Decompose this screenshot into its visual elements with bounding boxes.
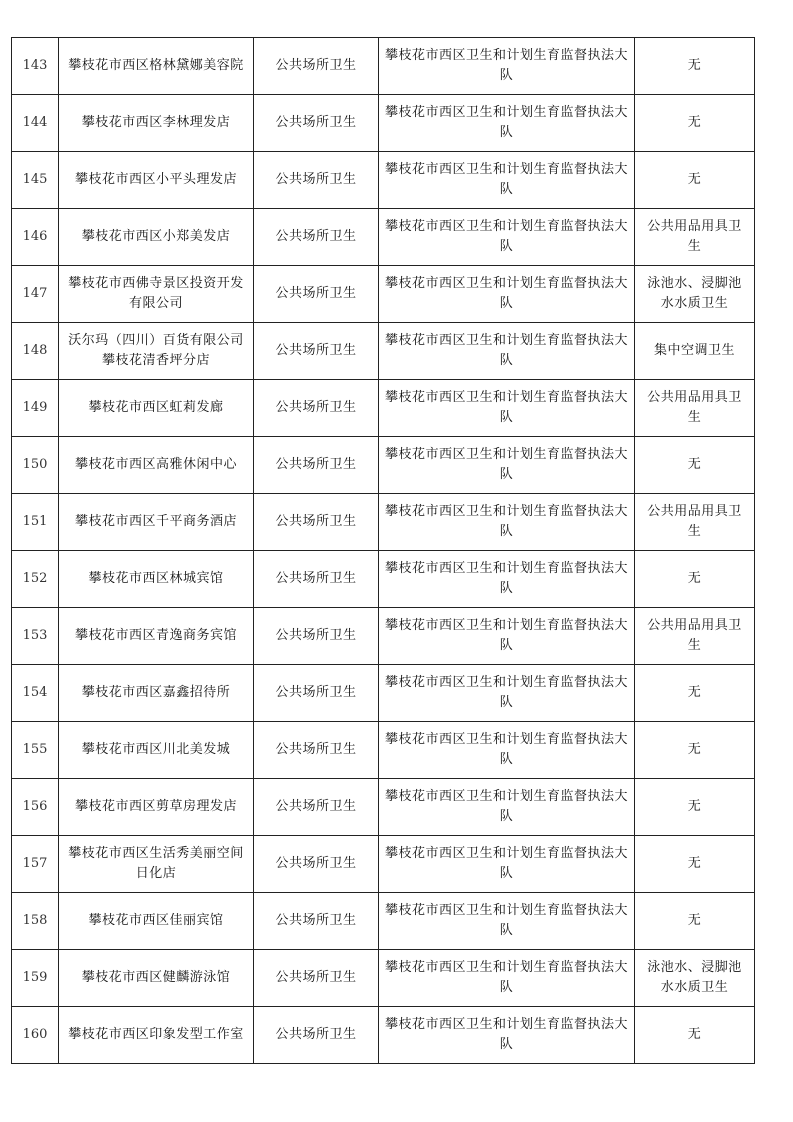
entity-name-cell: 攀枝花市西区剪草房理发店 <box>59 779 254 836</box>
authority-cell: 攀枝花市西区卫生和计划生育监督执法大队 <box>379 494 635 551</box>
row-number-cell: 147 <box>12 266 59 323</box>
authority-cell: 攀枝花市西区卫生和计划生育监督执法大队 <box>379 266 635 323</box>
category-cell: 公共场所卫生 <box>254 1007 379 1064</box>
row-number-cell: 154 <box>12 665 59 722</box>
category-cell: 公共场所卫生 <box>254 779 379 836</box>
entity-name-cell: 攀枝花市西区千平商务酒店 <box>59 494 254 551</box>
authority-cell: 攀枝花市西区卫生和计划生育监督执法大队 <box>379 323 635 380</box>
inspection-item-cell: 无 <box>635 722 755 779</box>
entity-name-cell: 攀枝花市西区虹莉发廊 <box>59 380 254 437</box>
entity-name-cell: 攀枝花市西区生活秀美丽空间日化店 <box>59 836 254 893</box>
table-row <box>12 266 755 323</box>
table-row <box>12 1007 755 1064</box>
inspection-item-cell: 公共用品用具卫生 <box>635 380 755 437</box>
category-cell: 公共场所卫生 <box>254 323 379 380</box>
authority-cell: 攀枝花市西区卫生和计划生育监督执法大队 <box>379 950 635 1007</box>
entity-name-cell: 攀枝花市西区川北美发城 <box>59 722 254 779</box>
entity-name-cell: 攀枝花市西区林城宾馆 <box>59 551 254 608</box>
entity-name-cell: 攀枝花市西区高雅休闲中心 <box>59 437 254 494</box>
table-row <box>12 380 755 437</box>
table-row <box>12 95 755 152</box>
inspection-item-cell: 泳池水、浸脚池水水质卫生 <box>635 266 755 323</box>
row-number-cell: 149 <box>12 380 59 437</box>
table-row <box>12 209 755 266</box>
inspection-item-cell: 无 <box>635 1007 755 1064</box>
authority-cell: 攀枝花市西区卫生和计划生育监督执法大队 <box>379 209 635 266</box>
row-number-cell: 148 <box>12 323 59 380</box>
row-number-cell: 156 <box>12 779 59 836</box>
category-cell: 公共场所卫生 <box>254 266 379 323</box>
authority-cell: 攀枝花市西区卫生和计划生育监督执法大队 <box>379 95 635 152</box>
table-body <box>12 38 755 1064</box>
category-cell: 公共场所卫生 <box>254 209 379 266</box>
category-cell: 公共场所卫生 <box>254 95 379 152</box>
table-row <box>12 665 755 722</box>
authority-cell: 攀枝花市西区卫生和计划生育监督执法大队 <box>379 551 635 608</box>
category-cell: 公共场所卫生 <box>254 722 379 779</box>
table-row <box>12 950 755 1007</box>
row-number-cell: 151 <box>12 494 59 551</box>
authority-cell: 攀枝花市西区卫生和计划生育监督执法大队 <box>379 38 635 95</box>
row-number-cell: 159 <box>12 950 59 1007</box>
inspection-item-cell: 无 <box>635 152 755 209</box>
row-number-cell: 158 <box>12 893 59 950</box>
entity-name-cell: 攀枝花市西区嘉鑫招待所 <box>59 665 254 722</box>
category-cell: 公共场所卫生 <box>254 836 379 893</box>
table-row <box>12 38 755 95</box>
row-number-cell: 146 <box>12 209 59 266</box>
inspection-item-cell: 无 <box>635 38 755 95</box>
row-number-cell: 155 <box>12 722 59 779</box>
entity-name-cell: 攀枝花市西区格林黛娜美容院 <box>59 38 254 95</box>
row-number-cell: 144 <box>12 95 59 152</box>
row-number-cell: 152 <box>12 551 59 608</box>
inspection-item-cell: 无 <box>635 551 755 608</box>
table-row <box>12 494 755 551</box>
entity-name-cell: 攀枝花市西区印象发型工作室 <box>59 1007 254 1064</box>
authority-cell: 攀枝花市西区卫生和计划生育监督执法大队 <box>379 608 635 665</box>
entity-name-cell: 攀枝花市西佛寺景区投资开发有限公司 <box>59 266 254 323</box>
entity-name-cell: 攀枝花市西区李林理发店 <box>59 95 254 152</box>
authority-cell: 攀枝花市西区卫生和计划生育监督执法大队 <box>379 1007 635 1064</box>
inspection-item-cell: 公共用品用具卫生 <box>635 494 755 551</box>
row-number-cell: 143 <box>12 38 59 95</box>
category-cell: 公共场所卫生 <box>254 494 379 551</box>
table-row <box>12 893 755 950</box>
authority-cell: 攀枝花市西区卫生和计划生育监督执法大队 <box>379 437 635 494</box>
table-row <box>12 722 755 779</box>
category-cell: 公共场所卫生 <box>254 551 379 608</box>
authority-cell: 攀枝花市西区卫生和计划生育监督执法大队 <box>379 893 635 950</box>
category-cell: 公共场所卫生 <box>254 437 379 494</box>
category-cell: 公共场所卫生 <box>254 665 379 722</box>
authority-cell: 攀枝花市西区卫生和计划生育监督执法大队 <box>379 722 635 779</box>
category-cell: 公共场所卫生 <box>254 893 379 950</box>
category-cell: 公共场所卫生 <box>254 38 379 95</box>
table-row <box>12 779 755 836</box>
entity-name-cell: 攀枝花市西区青逸商务宾馆 <box>59 608 254 665</box>
category-cell: 公共场所卫生 <box>254 950 379 1007</box>
inspection-item-cell: 公共用品用具卫生 <box>635 209 755 266</box>
inspection-item-cell: 无 <box>635 437 755 494</box>
row-number-cell: 150 <box>12 437 59 494</box>
table-row <box>12 836 755 893</box>
category-cell: 公共场所卫生 <box>254 608 379 665</box>
row-number-cell: 160 <box>12 1007 59 1064</box>
entity-name-cell: 攀枝花市西区小平头理发店 <box>59 152 254 209</box>
inspection-item-cell: 无 <box>635 779 755 836</box>
authority-cell: 攀枝花市西区卫生和计划生育监督执法大队 <box>379 380 635 437</box>
inspection-item-cell: 公共用品用具卫生 <box>635 608 755 665</box>
inspection-item-cell: 无 <box>635 893 755 950</box>
inspection-item-cell: 无 <box>635 95 755 152</box>
entity-name-cell: 攀枝花市西区佳丽宾馆 <box>59 893 254 950</box>
inspection-item-cell: 集中空调卫生 <box>635 323 755 380</box>
row-number-cell: 145 <box>12 152 59 209</box>
table-row <box>12 551 755 608</box>
category-cell: 公共场所卫生 <box>254 152 379 209</box>
authority-cell: 攀枝花市西区卫生和计划生育监督执法大队 <box>379 152 635 209</box>
table-row <box>12 608 755 665</box>
row-number-cell: 153 <box>12 608 59 665</box>
table-row <box>12 437 755 494</box>
authority-cell: 攀枝花市西区卫生和计划生育监督执法大队 <box>379 779 635 836</box>
authority-cell: 攀枝花市西区卫生和计划生育监督执法大队 <box>379 665 635 722</box>
inspection-item-cell: 泳池水、浸脚池水水质卫生 <box>635 950 755 1007</box>
table-row <box>12 323 755 380</box>
inspection-item-cell: 无 <box>635 665 755 722</box>
entity-name-cell: 沃尔玛（四川）百货有限公司攀枝花清香坪分店 <box>59 323 254 380</box>
inspection-table <box>11 37 755 1064</box>
inspection-item-cell: 无 <box>635 836 755 893</box>
authority-cell: 攀枝花市西区卫生和计划生育监督执法大队 <box>379 836 635 893</box>
row-number-cell: 157 <box>12 836 59 893</box>
entity-name-cell: 攀枝花市西区健麟游泳馆 <box>59 950 254 1007</box>
table-row <box>12 152 755 209</box>
entity-name-cell: 攀枝花市西区小郑美发店 <box>59 209 254 266</box>
category-cell: 公共场所卫生 <box>254 380 379 437</box>
